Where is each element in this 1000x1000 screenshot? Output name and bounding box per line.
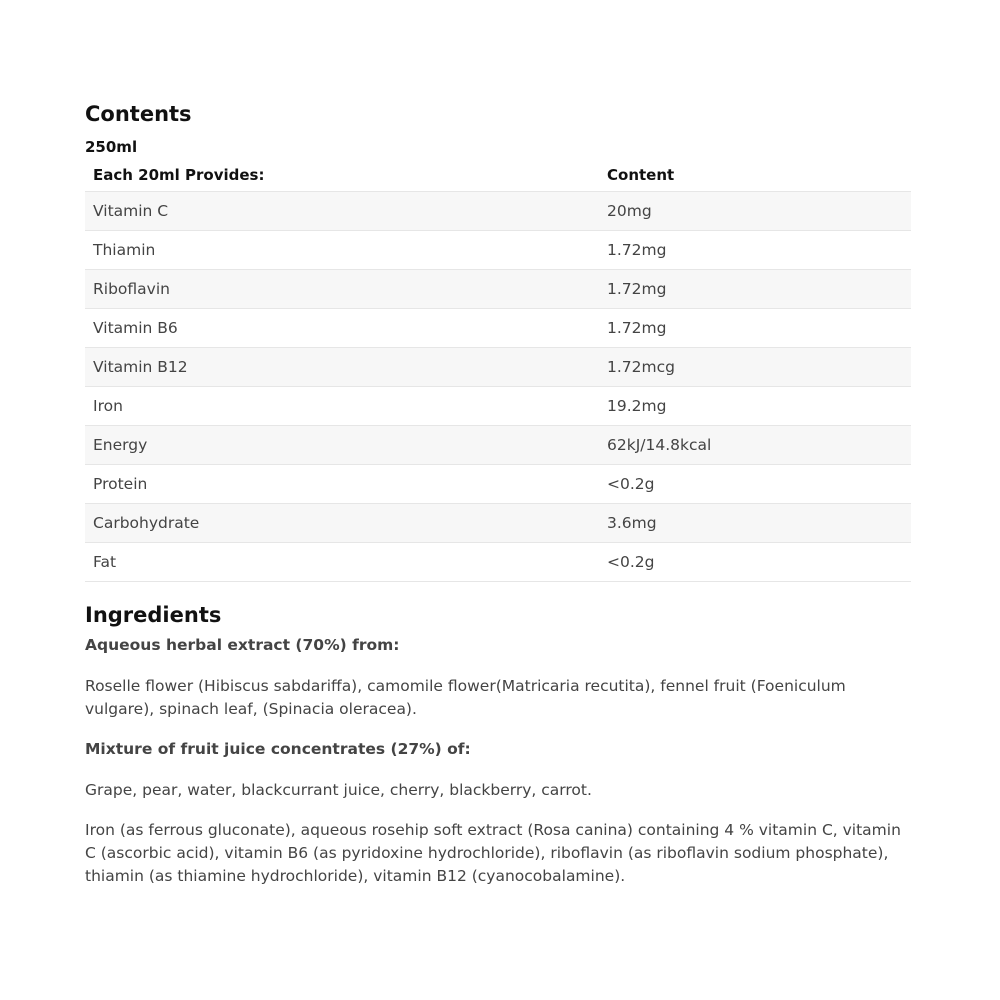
nutrient-name: Riboflavin xyxy=(85,270,599,309)
nutrition-table xyxy=(85,158,911,582)
table-header-row xyxy=(85,158,911,192)
herbal-extract-text: Roselle flower (Hibiscus sabdariffa), camomile flower(Matricaria recutita), fennel fruit (Foeniculum vulgare), spinach leaf, (Spinacia oleracea). xyxy=(85,677,846,718)
fruit-juice-text: Grape, pear, water, blackcurrant juice, cherry, blackberry, carrot. xyxy=(85,781,592,799)
table-row xyxy=(85,387,911,426)
table-row xyxy=(85,231,911,270)
other-ingredients-text: Iron (as ferrous gluconate), aqueous rosehip soft extract (Rosa canina) containing 4 % vitamin C, vitamin C (ascorbic acid), vitamin B6 (as pyridoxine hydrochloride), riboflavin (as riboflavin sodium phosphate), thiamin (as thiamine hydrochloride), vitamin B12 (cyanocobalamine). xyxy=(85,821,901,885)
table-row xyxy=(85,348,911,387)
ingredients-title: Ingredients xyxy=(85,603,222,627)
nutrient-value: <0.2g xyxy=(599,465,911,504)
nutrient-name: Vitamin B12 xyxy=(85,348,599,387)
nutrition-table-body xyxy=(85,192,911,582)
pack-size: 250ml xyxy=(85,138,138,156)
nutrient-value: 1.72mg xyxy=(599,270,911,309)
nutrient-name: Energy xyxy=(85,426,599,465)
table-row xyxy=(85,270,911,309)
nutrient-value: 19.2mg xyxy=(599,387,911,426)
nutrient-value: 20mg xyxy=(599,192,911,231)
table-row xyxy=(85,192,911,231)
table-row xyxy=(85,309,911,348)
nutrient-name: Iron xyxy=(85,387,599,426)
table-row xyxy=(85,426,911,465)
table-row xyxy=(85,504,911,543)
nutrient-name: Fat xyxy=(85,543,599,582)
nutrient-value: 3.6mg xyxy=(599,504,911,543)
product-info xyxy=(85,100,911,905)
nutrient-value: 1.72mg xyxy=(599,231,911,270)
nutrient-name: Carbohydrate xyxy=(85,504,599,543)
nutrient-name: Protein xyxy=(85,465,599,504)
herbal-extract-heading: Aqueous herbal extract (70%) from: xyxy=(85,636,400,654)
table-row xyxy=(85,543,911,582)
nutrient-value: <0.2g xyxy=(599,543,911,582)
table-row xyxy=(85,465,911,504)
nutrient-value: 62kJ/14.8kcal xyxy=(599,426,911,465)
column-header-nutrient: Each 20ml Provides: xyxy=(85,158,599,192)
nutrient-name: Vitamin B6 xyxy=(85,309,599,348)
nutrient-name: Thiamin xyxy=(85,231,599,270)
contents-title: Contents xyxy=(85,102,192,126)
fruit-juice-heading: Mixture of fruit juice concentrates (27%) of: xyxy=(85,740,471,758)
column-header-content: Content xyxy=(599,158,911,192)
nutrient-value: 1.72mcg xyxy=(599,348,911,387)
nutrient-name: Vitamin C xyxy=(85,192,599,231)
nutrient-value: 1.72mg xyxy=(599,309,911,348)
